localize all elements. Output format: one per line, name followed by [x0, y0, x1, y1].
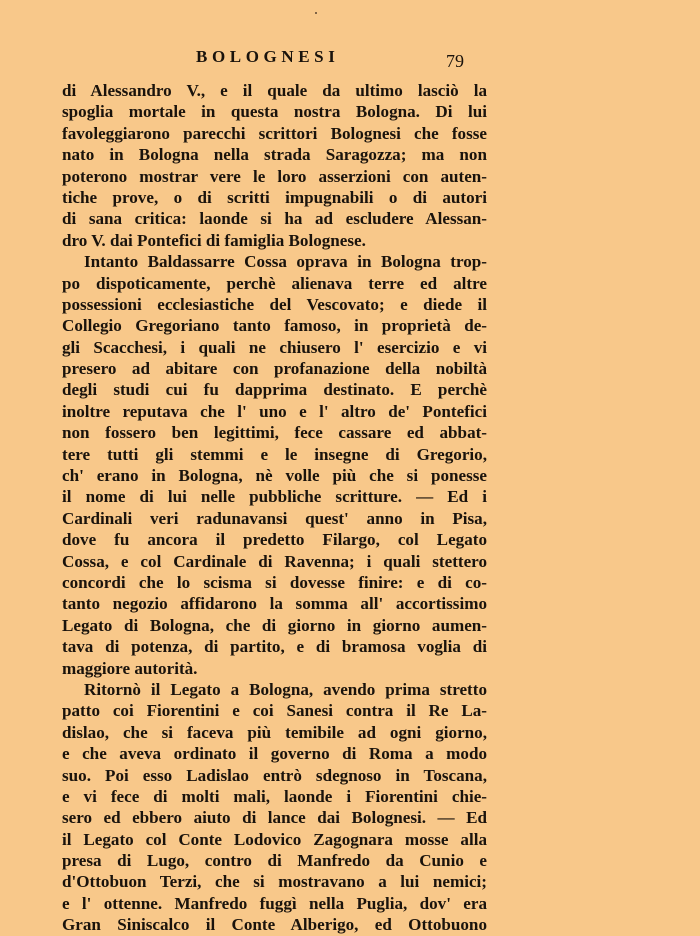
text-line: di sana critica: laonde si ha ad escludere Alessan- [62, 209, 487, 229]
text-line: dro V. dai Pontefici di famiglia Bolognese. [62, 230, 366, 250]
body-text [62, 80, 487, 936]
text-line: presero ad abitare con profanazione della nobiltà [62, 359, 487, 379]
text-line: dove fu ancora il predetto Filargo, col Legato [62, 530, 487, 550]
text-line: e vi fece di molti mali, laonde i Fiorentini chie- [62, 786, 487, 806]
text-line: e che aveva ordinato il governo di Roma a modo [62, 744, 487, 764]
text-line: nato in Bologna nella strada Saragozza; ma non [62, 145, 487, 165]
text-line: ch' erano in Bologna, nè volle più che si ponesse [62, 466, 487, 486]
text-line: tiche prove, o di scritti impugnabili o di autori [62, 187, 487, 207]
text-line: d'Ottobuon Terzi, che si mostravano a lui nemici; [62, 872, 487, 892]
text-line: inoltre reputava che l' uno e l' altro de' Pontefici [62, 401, 487, 421]
text-line: non fossero ben legittimi, fece cassare ed abbat- [62, 423, 487, 443]
text-line: po dispoticamente, perchè alienava terre ed altre [62, 273, 487, 293]
text-line: possessioni ecclesiastiche del Vescovato; e diede il [62, 294, 487, 314]
text-line: concordi che lo scisma si dovesse finire: e di co- [62, 572, 487, 592]
text-line: presa di Lugo, contro di Manfredo da Cunio e [62, 851, 487, 871]
text-line: Intanto Baldassarre Cossa oprava in Bologna trop- [84, 252, 487, 272]
text-line: poterono mostrar vere le loro asserzioni con auten- [62, 166, 487, 186]
text-line: dislao, che si faceva più temibile ad ogni giorno, [62, 722, 487, 742]
ink-speck [315, 12, 317, 14]
text-line: tanto negozio affidarono la somma all' accortissimo [62, 594, 487, 614]
text-line: tava di potenza, di partito, e di bramosa voglia di [62, 637, 487, 657]
text-line: tere tutti gli stemmi e le insegne di Gregorio, [62, 444, 487, 464]
text-line: Ritornò il Legato a Bologna, avendo prima stretto [84, 679, 487, 699]
page-number: 79 [446, 51, 464, 71]
text-line: Legato di Bologna, che di giorno in giorno aumen- [62, 615, 487, 635]
text-line: Collegio Gregoriano tanto famoso, in proprietà de- [62, 316, 487, 336]
text-line: Cossa, e col Cardinale di Ravenna; i quali stettero [62, 551, 487, 571]
text-line: il Legato col Conte Lodovico Zagognara mosse alla [62, 829, 487, 849]
text-line: degli studi cui fu dapprima destinato. E perchè [62, 380, 487, 400]
text-line: il nome di lui nelle pubbliche scritture. — Ed i [62, 487, 487, 507]
text-line: spoglia mortale in questa nostra Bologna. Di lui [62, 102, 487, 122]
text-line: patto coi Fiorentini e coi Sanesi contra il Re La- [62, 701, 487, 721]
text-line: Cardinali veri radunavansi quest' anno in Pisa, [62, 508, 487, 528]
text-line: suo. Poi esso Ladislao entrò sdegnoso in Toscana, [62, 765, 487, 785]
text-line: sero ed ebbero aiuto di lance dai Bolognesi. — Ed [62, 808, 487, 828]
text-line: gli Scacchesi, i quali ne chiusero l' esercizio e vi [62, 337, 487, 357]
text-line: di Alessandro V., e il quale da ultimo lasciò la [62, 81, 487, 100]
text-line: e l' ottenne. Manfredo fuggì nella Puglia, dov' era [62, 893, 487, 913]
text-line: favoleggiarono parecchi scrittori Bolognesi che fosse [62, 123, 487, 143]
text-line: Gran Siniscalco il Conte Alberigo, ed Ottobuono [62, 915, 487, 935]
running-title: BOLOGNESI [196, 47, 340, 66]
running-head [0, 47, 700, 71]
text-line: maggiore autorità. [62, 658, 198, 678]
